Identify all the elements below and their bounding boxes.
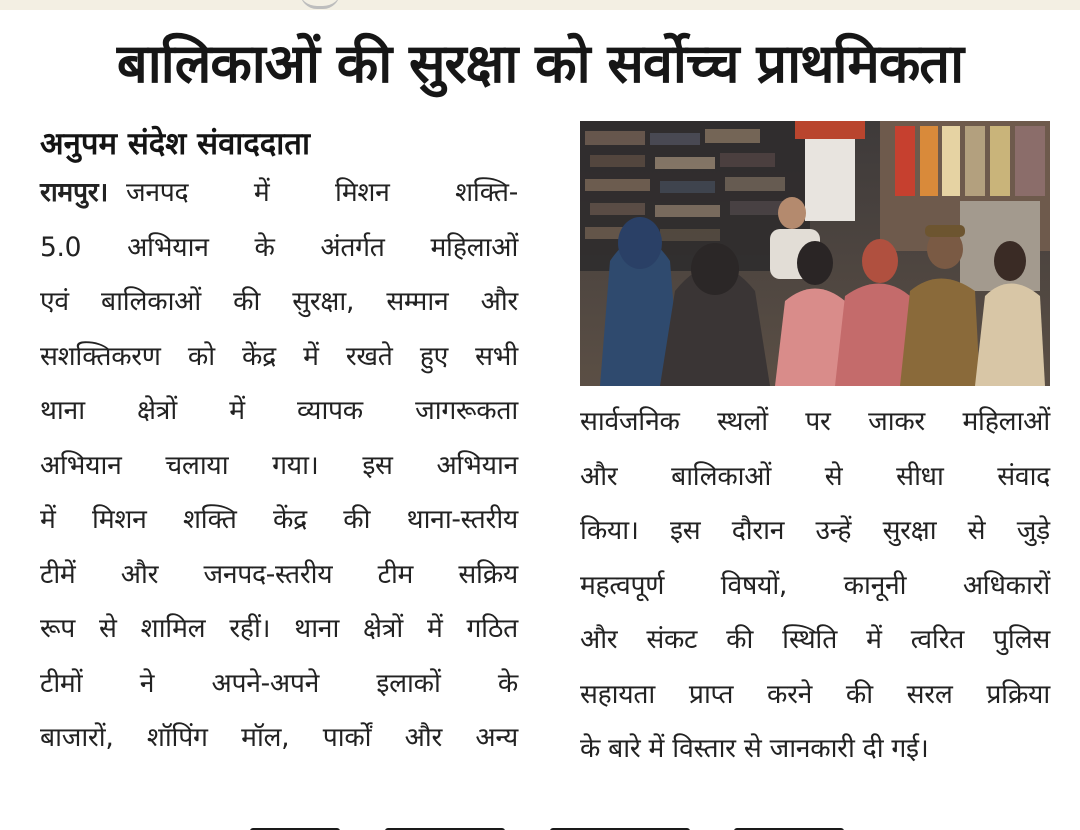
word: रूप (40, 613, 76, 644)
cropped-previous-article (0, 0, 1080, 10)
word: जुड़े (1016, 515, 1050, 546)
word: की (343, 504, 371, 535)
word: महत्वपूर्ण (580, 569, 665, 601)
article-line (40, 657, 518, 712)
word: विषयों, (720, 569, 788, 601)
word: के (254, 231, 275, 263)
word: और (404, 722, 442, 753)
word: सम्मान (386, 286, 449, 317)
word: सहायता (580, 678, 655, 710)
word: की (845, 678, 873, 710)
word: मिशन (335, 177, 390, 208)
article-line (40, 384, 518, 439)
word: टीमें (40, 558, 76, 590)
article-line (580, 559, 1050, 614)
word: सार्वजनिक (580, 406, 680, 437)
word: बालिकाओं (671, 460, 772, 492)
word: ने (139, 667, 155, 699)
word: में (229, 395, 245, 426)
word: बाजारों, (40, 722, 114, 753)
article-line (40, 439, 518, 494)
word: मॉल, (241, 722, 290, 753)
word: त्वरित (910, 624, 965, 655)
cropped-text-fragment (300, 0, 340, 9)
word: शामिल (140, 613, 206, 644)
dateline: रामपुर। (40, 177, 108, 208)
word: सरल (906, 678, 953, 710)
word: पार्कों (322, 722, 372, 753)
word: एवं (40, 286, 69, 317)
cropped-next-headline (250, 790, 1050, 830)
word: प्राप्त (688, 678, 734, 710)
word: बालिकाओं (101, 286, 201, 317)
article-line (580, 450, 1050, 505)
word: जनपद-स्तरीय (203, 558, 333, 590)
word: जागरूकता (415, 395, 518, 426)
word: संकट (646, 624, 698, 655)
word: दौरान (731, 515, 785, 546)
word: शॉपिंग (146, 722, 208, 753)
article-line-1 (40, 166, 518, 221)
word: चलाया (165, 449, 229, 481)
word: केंद्र (273, 504, 307, 535)
word: के (497, 667, 518, 699)
word: थाना (40, 395, 85, 426)
news-photo-market-awareness (580, 121, 1050, 386)
word: पर (805, 406, 831, 437)
word: अभियान (40, 449, 122, 481)
word: में (426, 613, 443, 644)
police-uniform (900, 279, 980, 387)
article-line (40, 493, 518, 548)
article-line (580, 504, 1050, 559)
word: थाना (294, 613, 340, 644)
word: महिलाओं (430, 231, 518, 263)
word: अधिकारों (962, 569, 1050, 601)
word: सीधा (896, 460, 944, 492)
word: कानूनी (843, 569, 907, 601)
word: और (120, 558, 159, 590)
photo-illustration (580, 121, 1050, 386)
word: जनपद (125, 177, 189, 208)
word: सुरक्षा (882, 515, 937, 546)
word: और (580, 460, 618, 492)
word: करने (767, 678, 813, 710)
word: रहीं। (229, 613, 271, 644)
word: अपने-अपने (211, 667, 319, 699)
article-line (40, 548, 518, 603)
article-line: के बारे में विस्तार से जानकारी दी गई। (580, 733, 929, 764)
article-column-right (580, 395, 1050, 777)
word: महिलाओं (962, 406, 1050, 437)
article-line (580, 668, 1050, 723)
headline: बालिकाओं की सुरक्षा को सर्वोच्च प्राथमिकता (116, 32, 964, 95)
word: गया। (272, 449, 319, 481)
word: से (824, 460, 843, 492)
word: शक्ति (182, 504, 237, 535)
article-line (40, 711, 518, 766)
word: गठित (466, 613, 518, 644)
word: टीम (377, 558, 414, 590)
word: से (967, 515, 986, 546)
word: जाकर (868, 406, 925, 437)
word: क्षेत्रों (363, 613, 403, 644)
word: मिशन (92, 504, 147, 535)
article-line (580, 395, 1050, 450)
word: में (40, 504, 56, 535)
word: से (99, 613, 117, 644)
word: अंतर्गत (320, 231, 385, 263)
byline: अनुपम संदेश संवाददाता (40, 126, 310, 162)
article-line (40, 275, 518, 330)
word: थाना-स्तरीय (406, 504, 518, 535)
word: रखते (345, 340, 393, 372)
word: और (480, 286, 518, 317)
article-column-left (40, 166, 518, 766)
article-line (40, 330, 518, 385)
word: सुरक्षा, (292, 286, 355, 317)
article-line (580, 613, 1050, 668)
word: सशक्तिकरण (40, 340, 161, 372)
word: संवाद (997, 460, 1050, 492)
word: इस (362, 449, 393, 481)
word: की (726, 624, 754, 655)
word: 5.0 (40, 231, 82, 263)
word: व्यापक (297, 395, 363, 426)
word: स्थिति (782, 624, 838, 655)
word: प्रक्रिया (986, 678, 1050, 710)
article-line (40, 221, 518, 276)
article-line (40, 602, 518, 657)
word: टीमों (40, 667, 83, 699)
word: हुए (419, 340, 448, 372)
word: शक्ति- (455, 177, 518, 208)
word: सक्रिय (458, 558, 518, 590)
word: अभियान (127, 231, 209, 263)
word: इलाकों (376, 667, 441, 699)
word: अभियान (436, 449, 518, 481)
word: पुलिस (993, 624, 1050, 655)
word: की (233, 286, 261, 317)
word: में (866, 624, 882, 655)
word: और (580, 624, 618, 655)
word: को (187, 340, 215, 372)
article-line-text (126, 166, 518, 221)
word: में (303, 340, 319, 372)
word: केंद्र (242, 340, 276, 372)
word: किया। (580, 515, 639, 546)
word: उन्हें (815, 515, 852, 546)
word: सभी (475, 340, 518, 372)
word: स्थलों (717, 406, 768, 437)
word: क्षेत्रों (137, 395, 177, 426)
word: इस (669, 515, 701, 546)
word: में (253, 177, 270, 208)
word: अन्य (475, 722, 518, 753)
